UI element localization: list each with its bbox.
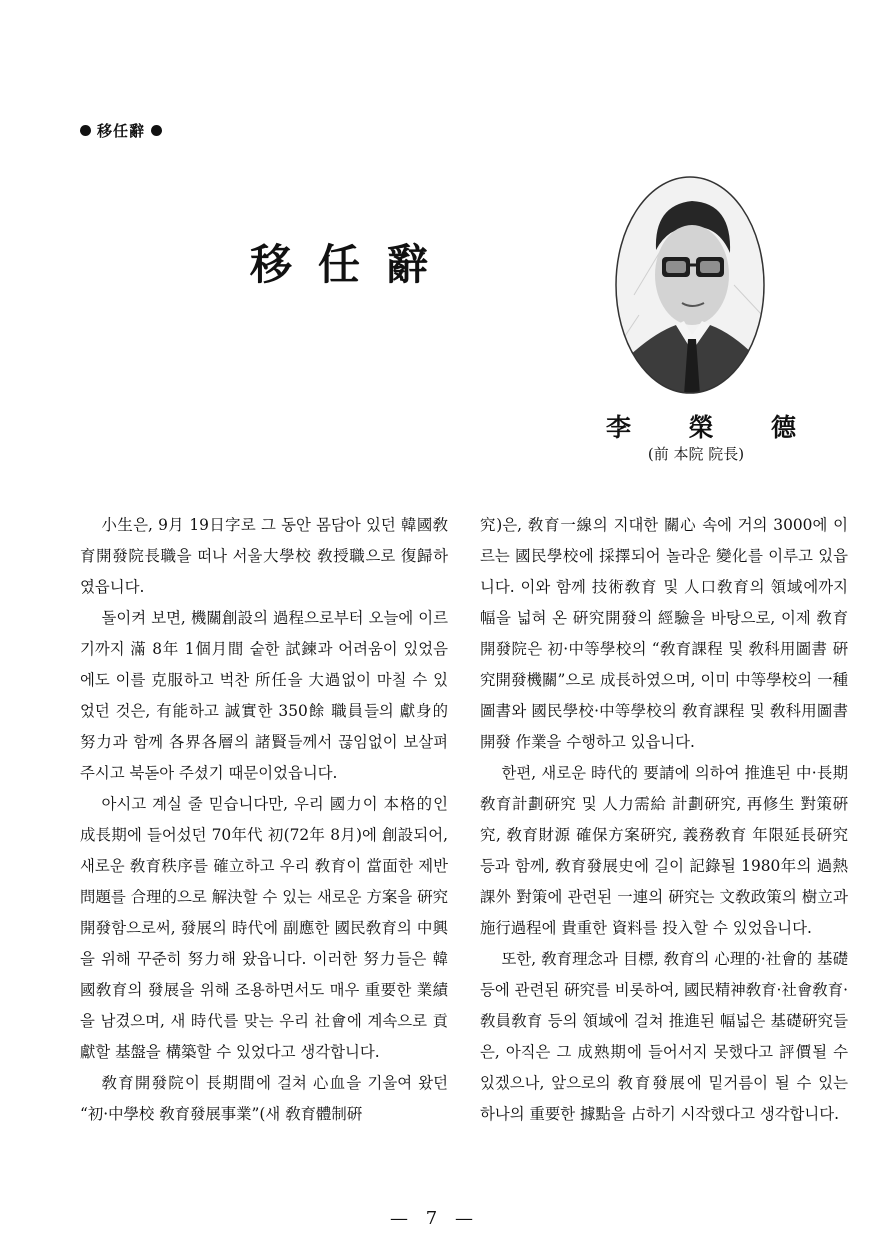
bullet-dot-icon [80, 125, 91, 136]
author-role: (前 本院 院長) [647, 445, 745, 463]
page-title: 移任辭 [250, 240, 455, 289]
paragraph: 돌이켜 보면, 機關創設의 過程으로부터 오늘에 이르기까지 滿 8年 1個月間 숱한 試鍊과 어려움이 있었음에도 이를 克服하고 벅찬 所任을 大過없이 마칠 수 있었던 것은, 有能하고 誠實한 350餘 職員들의 獻身的 努力과 함께 各界各層의 諸賢들께서 끊임없이 보살펴 주시고 북돋아 주셨기 때문이었읍니다. [80, 609, 448, 782]
author-name-char: 李 [606, 413, 632, 442]
paragraph: 또한, 敎育理念과 目標, 敎育의 心理的·社會的 基礎 등에 관련된 硏究를 비롯하여, 國民精神敎育·社會敎育·敎員敎育 등의 領域에 걸쳐 推進된 幅넓은 基礎硏究들은, 아직은 그 成熟期에 들어서지 못했다고 評價될 수 있겠으나, 앞으로의 敎育發展에 밑거름이 될 수 있는 하나의 重要한 據點을 占하기 시작했다고 생각합니다. [480, 950, 848, 1123]
author-portrait [614, 175, 766, 395]
section-label-text: 移任辭 [97, 122, 146, 140]
paragraph: 敎育開發院이 長期間에 걸쳐 心血을 기울여 왔던 “初·中學校 敎育發展事業”(새 敎育體制硏 [80, 1074, 448, 1123]
paragraph: 한편, 새로운 時代的 要請에 의하여 推進된 中·長期 敎育計劃硏究 및 人力需給 計劃硏究, 再修生 對策硏究, 敎育財源 確保方案硏究, 義務敎育 年限延長硏究 등과 함께, 敎育發展史에 길이 記錄될 1980年의 過熱課外 對策에 관련된 一連의 硏究는 文敎政策의 樹立과 施行過程에 貴重한 資料를 投入할 수 있었읍니다. [480, 764, 848, 937]
paragraph: 小生은, 9月 19日字로 그 동안 몸담아 있던 韓國敎育開發院長職을 떠나 서울大學校 敎授職으로 復歸하였읍니다. [80, 516, 448, 596]
paragraph: 아시고 계실 줄 믿습니다만, 우리 國力이 本格的인 成長期에 들어섰던 70年代 初(72年 8月)에 創設되어, 새로운 敎育秩序를 確立하고 우리 敎育이 當面한 제반 問題를 合理的으로 解決할 수 있는 새로운 方案을 硏究開發함으로써, 發展의 時代에 副應한 國民敎育의 中興을 위해 꾸준히 努力해 왔읍니다. 이러한 努力들은 韓國敎育의 發展을 위해 조용하면서도 매우 重要한 業績을 남겼으며, 새 時代를 맞는 우리 社會에 계속으로 貢獻할 基盤을 構築할 수 있었다고 생각합니다. [80, 795, 448, 1061]
body-column-left [80, 510, 448, 1130]
author-name-char: 榮 [688, 413, 714, 442]
body-column-right [480, 510, 848, 1130]
page-number: — 7 — [390, 1208, 479, 1229]
section-label [80, 120, 162, 141]
paragraph-continued: 究)은, 敎育一線의 지대한 關心 속에 거의 3000에 이르는 國民學校에 採擇되어 놀라운 變化를 이루고 있읍니다. 이와 함께 技術敎育 및 人口敎育의 領域에까지 幅을 넓혀 온 硏究開發의 經驗을 바탕으로, 이제 敎育開發院은 初·中等學校의 “敎育課程 및 敎科用圖書 硏究開發機關”으로 成長하였으며, 이미 中等學校의 一種圖書와 國民學校·中等學校의 敎育課程 및 敎科用圖書 開發 作業을 수행하고 있읍니다. [480, 516, 848, 751]
author-name [606, 408, 796, 444]
bullet-dot-icon [151, 125, 162, 136]
author-name-char: 德 [770, 413, 796, 442]
